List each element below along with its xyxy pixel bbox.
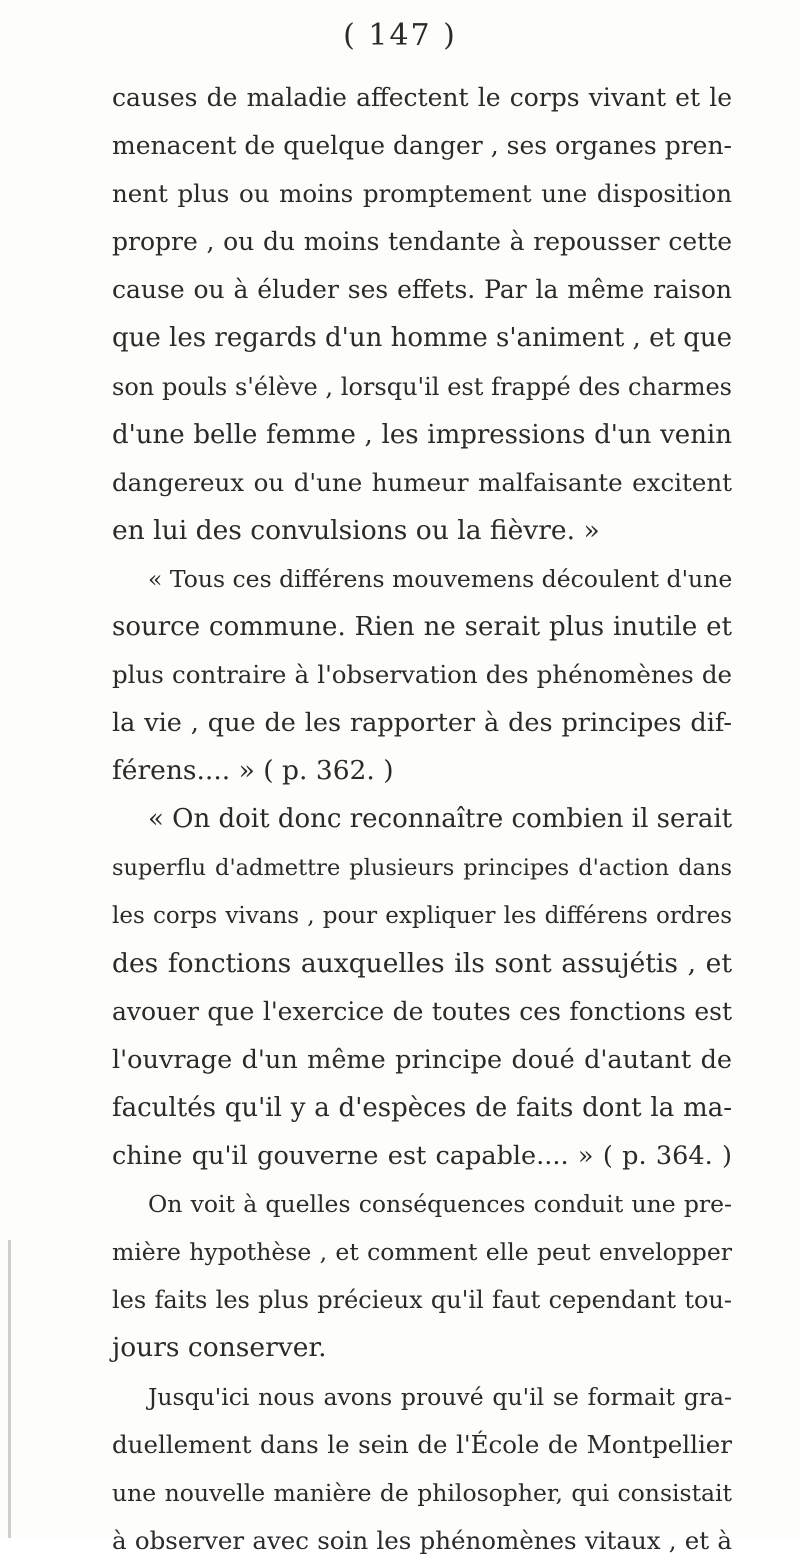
text-line: les faits les plus précieux qu'il faut cependant tou- [112, 1286, 732, 1315]
text-line: dangereux ou d'une humeur malfaisante excitent [112, 467, 732, 497]
text-line: plus contraire à l'observation des phénomènes de [112, 660, 732, 690]
text-line: source commune. Rien ne serait plus inutile et [112, 612, 732, 643]
text-line: que les regards d'un homme s'animent , et que [112, 323, 732, 354]
text-line: nent plus ou moins promptement une disposition [112, 179, 732, 209]
text-line: l'ouvrage d'un même principe doué d'autant de [112, 1044, 732, 1075]
text-line: causes de maladie affectent le corps vivant et le [112, 83, 732, 112]
page-edge-shadow [8, 1240, 11, 1538]
text-line: superflu d'admettre plusieurs principes d'action dans [112, 854, 732, 881]
text-line: mière hypothèse , et comment elle peut envelopper [112, 1238, 732, 1267]
text-line: férens.... » ( p. 362. ) [112, 755, 394, 787]
text-line: son pouls s'élève , lorsqu'il est frappé des charmes [112, 372, 732, 401]
text-line: une nouvelle manière de philosopher, qui consistait [112, 1478, 732, 1507]
text-line: des fonctions auxquelles ils sont assujétis , et [112, 947, 732, 979]
text-line: en lui des convulsions ou la fièvre. » [112, 514, 600, 546]
text-line: duellement dans le sein de l'École de Montpellier [112, 1429, 732, 1459]
text-line: facultés qu'il y a d'espèces de faits dont la ma- [112, 1092, 732, 1123]
text-line: « On doit donc reconnaître combien il serait [148, 804, 733, 835]
text-line: « Tous ces différens mouvemens découlent d'une [148, 564, 733, 593]
text-line: propre , ou du moins tendante à repousser cette [112, 227, 732, 257]
text-line: la vie , que de les rapporter à des principes dif- [112, 708, 732, 739]
text-line: jours conserver. [112, 1332, 327, 1364]
text-line: avouer que l'exercice de toutes ces fonctions est [112, 996, 732, 1026]
text-line: cause ou à éluder ses effets. Par la même raison [112, 275, 732, 305]
text-line: d'une belle femme , les impressions d'un venin [112, 419, 732, 450]
text-line: les corps vivans , pour expliquer les différens ordres [112, 902, 732, 929]
page-number: ( 147 ) [343, 18, 457, 53]
text-line: Jusqu'ici nous avons prouvé qu'il se formait gra- [148, 1382, 732, 1411]
text-line: à observer avec soin les phénomènes vitaux , et à [112, 1525, 732, 1555]
text-line: On voit à quelles conséquences conduit une pre- [148, 1190, 732, 1219]
text-line: menacent de quelque danger , ses organes pren- [112, 131, 732, 161]
text-line: chine qu'il gouverne est capable.... » ( p. 364. ) [112, 1141, 732, 1172]
body-text [112, 74, 732, 1565]
